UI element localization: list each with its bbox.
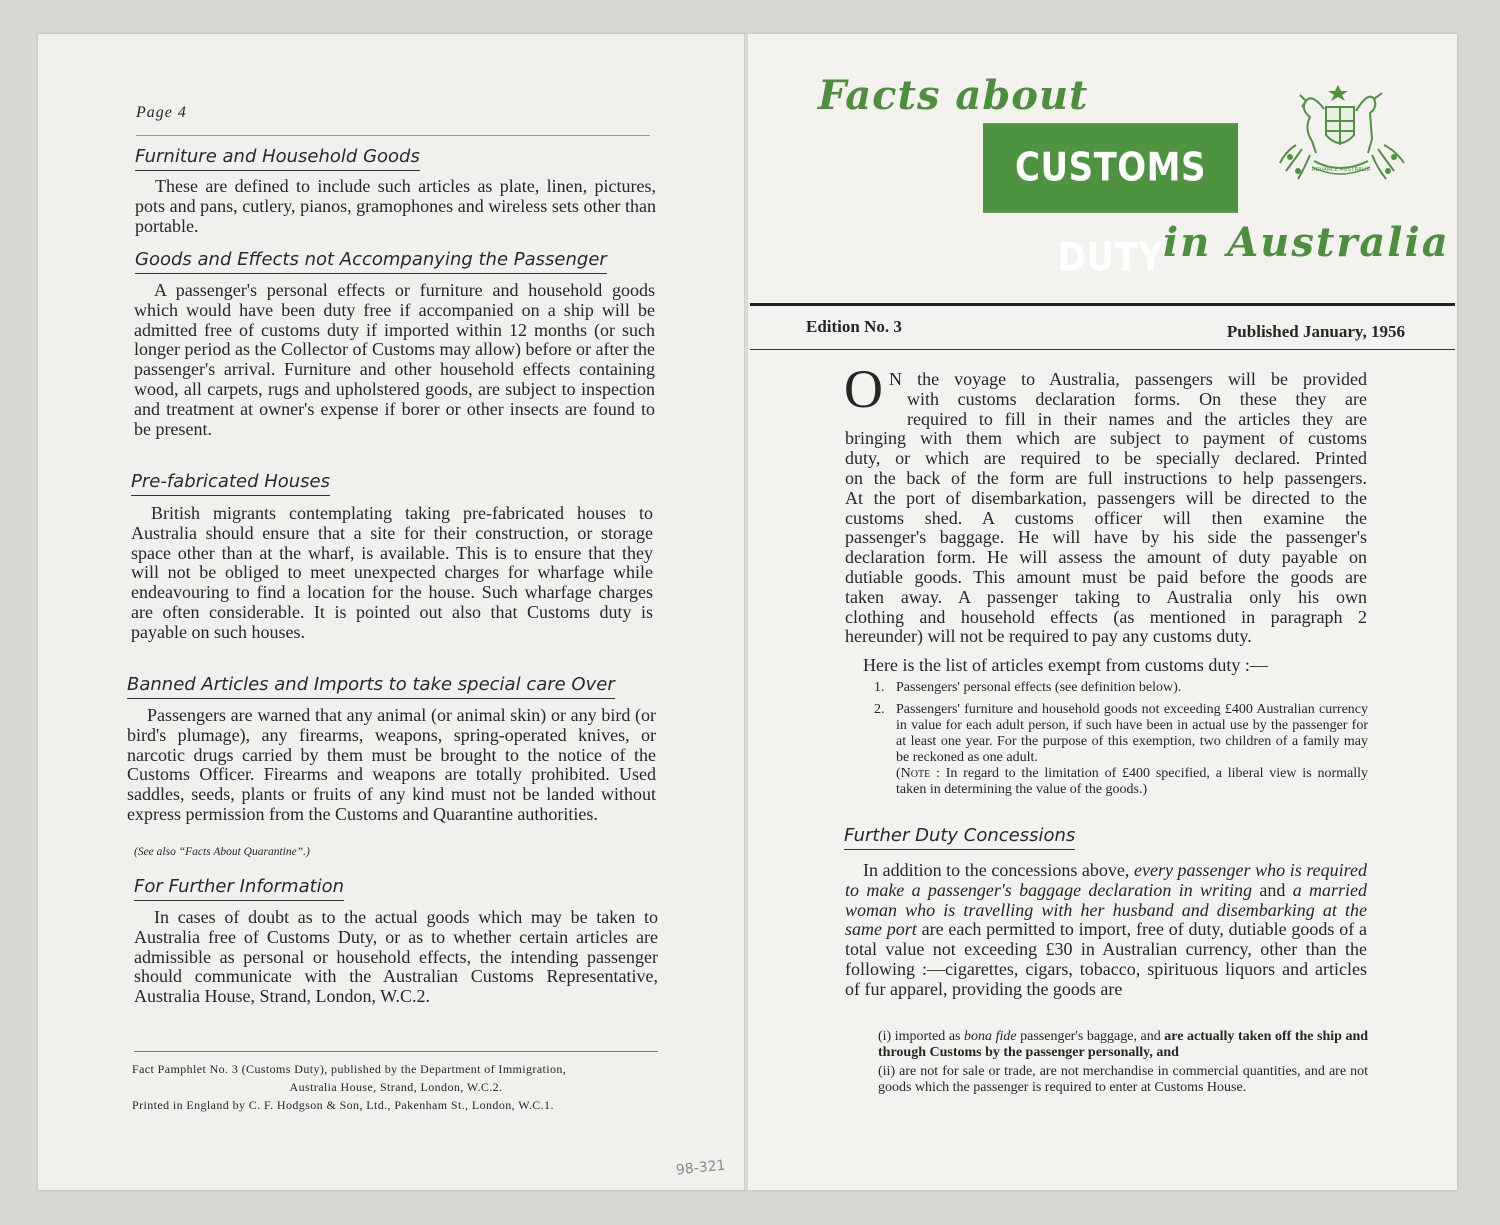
title-in-australia: in Australia xyxy=(1163,219,1450,266)
page-number: Page 4 xyxy=(136,104,187,121)
list-item-text: Passengers' furniture and household goods not exceeding £400 Australian currency in value for each adult person, if such have been in actual use by the passenger for at least one year. For the purpose of this exemption, two children of a family may be reckoned as one adult. xyxy=(896,702,1368,765)
footer-line-1: Fact Pamphlet No. 3 (Customs Duty), published by the Department of Immigration, xyxy=(132,1062,567,1076)
crest-motto: ADVANCE AUSTRALIA xyxy=(1311,167,1371,173)
exempt-list-intro: Here is the list of articles exempt from customs duty :— xyxy=(863,655,1268,675)
condition-i-text-b: passenger's baggage, and xyxy=(1020,1029,1161,1044)
footer-line-2: Australia House, Strand, London, W.C.2. xyxy=(289,1080,503,1094)
intro-line: dutiable goods. This amount must be paid before the goods are xyxy=(845,566,1367,587)
concessions-italic-1: every passenger who is required to make a passenger's baggage declaration in writing xyxy=(845,860,1367,900)
intro-line: bringing with them which are subject to payment of customs xyxy=(845,428,1367,449)
heading-goods-not-accompanying: Goods and Effects not Accompanying the Passenger xyxy=(135,249,607,274)
intro-line: declaration form. He will assess the amount of duty payable on xyxy=(845,547,1367,568)
heading-prefabricated-houses: Pre-fabricated Houses xyxy=(131,471,330,496)
condition-ii: (ii) are not for sale or trade, are not merchandise in commercial quantities, and are not goods which the passenger is required to enter at Customs House. xyxy=(878,1064,1368,1095)
list-item-number: 1. xyxy=(874,680,885,695)
note-label: (Note : xyxy=(896,766,940,781)
footer-rule xyxy=(134,1051,658,1052)
right-page xyxy=(748,34,1457,1190)
list-item-text: Passengers' personal effects (see definition below). xyxy=(896,680,1182,695)
intro-line: customs shed. A customs officer will then examine the xyxy=(845,507,1367,528)
list-item xyxy=(874,680,1368,696)
coat-of-arms-icon xyxy=(1276,79,1416,191)
paragraph-furniture: These are defined to include such articles as plate, linen, pictures, pots and pans, cutlery, pianos, gramophones and wireless sets other than portable. xyxy=(135,176,656,236)
paragraph-banned-articles: Passengers are warned that any animal (or animal skin) or any bird (or bird's plumage), any firearms, weapons, spring-operated knives, or narcotic drugs carried by them must be brought to the notice of the Customs Officer. Firearms and weapons are totally prohibited. Used saddles, seeds, plants or fruits of any kind must not be landed without express permission from the Customs and Quarantine authorities. xyxy=(127,705,656,824)
condition-i-text: (i) imported as xyxy=(878,1029,961,1044)
intro-line: with customs declaration forms. On these they are xyxy=(907,388,1367,409)
heading-further-information: For Further Information xyxy=(134,876,344,901)
paragraph-further-information: In cases of doubt as to the actual goods which may be taken to Australia free of Customs Duty, or as to whether certain articles are admissible as personal or household effects, the intending passenger should communicate with the Australian Customs Representative, Australia House, Strand, London, W.C.2. xyxy=(134,907,658,1007)
header-rule-thick xyxy=(750,303,1455,306)
list-item-note xyxy=(896,766,1368,798)
heading-further-duty-concessions: Further Duty Concessions xyxy=(844,825,1075,850)
exempt-list xyxy=(874,680,1368,798)
intro-line: N the voyage to Australia, passengers will be provided xyxy=(889,369,1367,389)
condition-i xyxy=(878,1029,1368,1061)
concessions-italic-2: a married woman who is travelling with her husband and disembarking at the same port xyxy=(845,879,1368,940)
concessions-and: and xyxy=(1259,879,1286,900)
intro-line: on the back of the form are full instructions to help passengers. xyxy=(845,467,1367,488)
intro-line: passenger's baggage. He will have by his side the passenger's xyxy=(845,527,1367,548)
top-rule xyxy=(136,135,650,136)
concessions-text: In addition to the concessions above, xyxy=(863,860,1130,880)
list-item xyxy=(874,702,1368,798)
condition-i-italic: bona fide xyxy=(964,1029,1017,1044)
published-date: Published January, 1956 xyxy=(1226,322,1405,341)
intro-line: clothing and household effects (as mentioned in paragraph 2 xyxy=(845,606,1367,627)
heading-banned-articles: Banned Articles and Imports to take special care Over xyxy=(127,674,615,699)
title-facts-about: Facts about xyxy=(818,72,1089,119)
intro-line: required to fill in their names and the articles they are xyxy=(907,408,1367,429)
intro-line: hereunder) will not be required to pay any customs duty. xyxy=(845,626,1252,647)
drop-cap: O xyxy=(844,359,883,419)
intro-line: taken away. A passenger taking to Australia only his own xyxy=(845,586,1367,607)
paragraph-goods-not-accompanying: A passenger's personal effects or furniture and household goods which would have been duty free if accompanied on a ship will be admitted free of customs duty if imported within 12 months (or such longer period as the Collector of Customs may allow) before or after the passenger's arrival. Furniture and other household effects containing wood, all carpets, rugs and upholstered goods, are subject to inspection and treatment at owner's expense if borer or other insects are found to be present. xyxy=(134,280,655,439)
header-rule-thin xyxy=(750,349,1455,350)
paragraph-prefabricated-houses: British migrants contemplating taking pre-fabricated houses to Australia should ensure that a site for their construction, or storage space other than at the wharf, is available. This is to ensure that they will not be obliged to meet unexpected charges for wharfage while endeavouring to find a location for the house. Such wharfage charges are often considerable. It is pointed out also that Customs duty is payable on such houses. xyxy=(131,503,653,642)
paragraph-concessions xyxy=(845,861,1367,1000)
footer xyxy=(132,1060,660,1114)
title-banner-customs-duty: CUSTOMS DUTY xyxy=(983,123,1238,213)
left-page xyxy=(38,34,746,1190)
intro-paragraph xyxy=(845,370,1367,647)
intro-line: duty, or which are required to be specially declared. Printed xyxy=(845,448,1367,469)
concessions-rest: are each permitted to import, free of duty, dutiable goods of a total value not exceeding £30 in Australian currency, other than the following :—cigarettes, cigars, tobacco, spirituous liquors and articles of fur apparel, providing the goods are xyxy=(845,919,1367,999)
condition-i-bold: are actually taken off the ship and through Customs by the passenger personally, and xyxy=(878,1029,1369,1060)
pencil-catalogue-number: 98-321 xyxy=(675,1157,727,1179)
edition-label: Edition No. 3 xyxy=(806,317,902,336)
note-text: In regard to the limitation of £400 specified, a liberal view is normally taken in determining the value of the goods.) xyxy=(896,766,1368,797)
heading-furniture: Furniture and Household Goods xyxy=(135,146,420,171)
see-also-note: (See also “Facts About Quarantine”.) xyxy=(134,846,310,858)
footer-line-3: Printed in England by C. F. Hodgson & Son, Ltd., Pakenham St., London, W.C.1. xyxy=(132,1098,554,1112)
intro-line: At the port of disembarkation, passengers will be directed to the xyxy=(845,487,1367,508)
list-item-number: 2. xyxy=(874,702,885,717)
